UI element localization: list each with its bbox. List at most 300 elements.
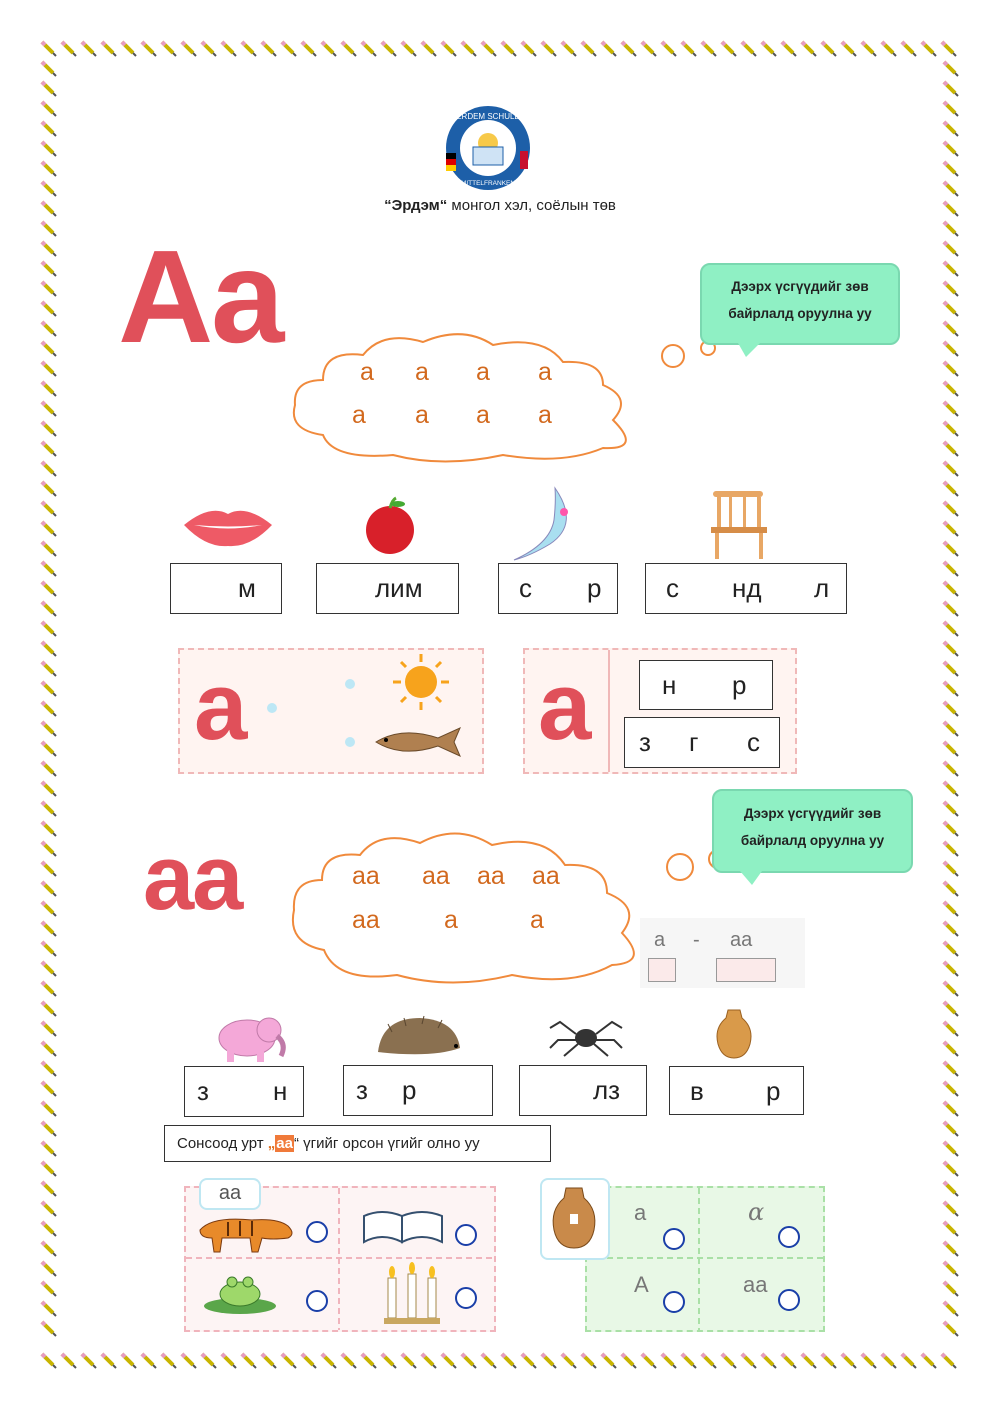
pencil-mark xyxy=(562,1354,576,1368)
chair-icon xyxy=(703,487,775,561)
pencil-mark xyxy=(944,682,958,696)
pencil-mark xyxy=(42,502,56,516)
word-part: р xyxy=(766,1076,781,1106)
pencil-mark xyxy=(944,1022,958,1036)
pencil-mark xyxy=(944,1182,958,1196)
pencil-mark xyxy=(944,622,958,636)
pencil-mark xyxy=(302,1354,316,1368)
pencil-mark xyxy=(62,42,76,56)
pencil-mark xyxy=(944,722,958,736)
pencil-mark xyxy=(922,42,936,56)
grid-divider-h xyxy=(186,1257,494,1259)
pencil-mark xyxy=(382,1354,396,1368)
pencil-mark xyxy=(944,142,958,156)
instruction-bubble-1 xyxy=(700,263,900,345)
pencil-mark xyxy=(842,42,856,56)
pencil-mark xyxy=(182,42,196,56)
pencil-mark xyxy=(42,422,56,436)
word-part: р xyxy=(732,670,747,700)
pencil-mark xyxy=(42,1262,56,1276)
compare-box-right[interactable] xyxy=(716,958,776,982)
pencil-mark xyxy=(722,42,736,56)
pencil-mark xyxy=(944,422,958,436)
cloud2-letter: а xyxy=(444,906,458,934)
pencil-mark xyxy=(944,1262,958,1276)
bubble2-line2: байрлалд оруулна уу xyxy=(740,833,885,848)
pencil-mark xyxy=(944,402,958,416)
pencil-mark xyxy=(282,42,296,56)
pencil-mark xyxy=(82,42,96,56)
pencil-mark xyxy=(762,1354,776,1368)
word-part: р xyxy=(402,1075,417,1105)
panel-divider xyxy=(608,650,610,772)
spider-icon xyxy=(548,1010,624,1064)
pencil-mark xyxy=(944,562,958,576)
pencil-mark xyxy=(42,662,56,676)
cloud1-letter: а xyxy=(476,358,490,386)
grid-letter: аа xyxy=(743,1272,768,1297)
listen-instruction xyxy=(164,1125,551,1162)
moon-icon xyxy=(510,484,585,564)
pencil-mark xyxy=(42,1142,56,1156)
pencil-mark xyxy=(42,282,56,296)
pencil-mark xyxy=(442,1354,456,1368)
pencil-mark xyxy=(622,42,636,56)
pencil-mark xyxy=(944,922,958,936)
cloud1-letter: а xyxy=(538,358,552,386)
grid-divider-v xyxy=(338,1188,340,1330)
pencil-mark xyxy=(944,222,958,236)
pencil-mark xyxy=(42,262,56,276)
pencil-mark xyxy=(82,1354,96,1368)
pencil-mark xyxy=(944,782,958,796)
pencil-mark xyxy=(944,1162,958,1176)
pencil-mark xyxy=(944,162,958,176)
pencil-mark xyxy=(422,42,436,56)
word-part: н xyxy=(273,1076,288,1106)
pencil-mark xyxy=(42,1062,56,1076)
instruction-quote-open: „ xyxy=(267,1135,276,1152)
pencil-mark xyxy=(42,722,56,736)
pencil-mark xyxy=(322,42,336,56)
sun-icon xyxy=(386,652,456,712)
pencil-mark xyxy=(602,1354,616,1368)
pencil-mark xyxy=(662,42,676,56)
word-part: н xyxy=(662,670,677,700)
pencil-mark xyxy=(944,62,958,76)
cloud1-letter: а xyxy=(415,358,429,386)
pencil-mark xyxy=(944,662,958,676)
word-box[interactable] xyxy=(316,563,459,614)
pencil-mark xyxy=(42,1182,56,1196)
pencil-mark xyxy=(944,1082,958,1096)
pencil-mark xyxy=(42,1322,56,1336)
pencil-mark xyxy=(944,502,958,516)
pencil-mark xyxy=(42,942,56,956)
pencil-mark xyxy=(42,642,56,656)
pencil-mark xyxy=(42,342,56,356)
compare-box-left[interactable] xyxy=(648,958,676,982)
pencil-mark xyxy=(702,1354,716,1368)
pencil-mark xyxy=(722,1354,736,1368)
pencil-mark xyxy=(944,322,958,336)
pencil-mark xyxy=(42,522,56,536)
pencil-mark xyxy=(42,1122,56,1136)
grid-label-aa: аа xyxy=(199,1178,261,1210)
pencil-mark xyxy=(944,1242,958,1256)
pencil-mark xyxy=(402,42,416,56)
pencil-mark xyxy=(782,42,796,56)
pencil-mark xyxy=(42,242,56,256)
pencil-mark xyxy=(242,1354,256,1368)
pencil-mark xyxy=(802,42,816,56)
cloud1-letter: а xyxy=(415,401,429,429)
instruction-highlight: аа xyxy=(276,1135,293,1152)
pencil-mark xyxy=(944,1062,958,1076)
pencil-mark xyxy=(944,862,958,876)
pencil-mark xyxy=(42,1222,56,1236)
pencil-mark xyxy=(662,1354,676,1368)
pencil-mark xyxy=(42,1042,56,1056)
pencil-mark xyxy=(42,182,56,196)
pencil-mark xyxy=(422,1354,436,1368)
pencil-mark xyxy=(42,1002,56,1016)
panel-letter-right: а xyxy=(538,653,592,760)
vase-icon xyxy=(548,1184,600,1252)
pencil-mark xyxy=(42,1354,56,1368)
pencil-mark xyxy=(42,322,56,336)
pencil-mark xyxy=(342,42,356,56)
pencil-mark xyxy=(42,1162,56,1176)
pencil-mark xyxy=(944,542,958,556)
pencil-mark xyxy=(322,1354,336,1368)
instruction-bubble-2 xyxy=(712,789,913,873)
pencil-mark xyxy=(944,242,958,256)
pencil-mark xyxy=(944,822,958,836)
pencil-mark xyxy=(42,882,56,896)
big-letter-aa: аа xyxy=(143,827,242,929)
pencil-mark xyxy=(902,42,916,56)
pencil-mark xyxy=(944,1222,958,1236)
word-box[interactable] xyxy=(498,563,618,614)
pencil-mark xyxy=(162,1354,176,1368)
pencil-mark xyxy=(944,902,958,916)
pencil-mark xyxy=(122,1354,136,1368)
center-title-rest: монгол хэл, соёлын төв xyxy=(447,197,616,214)
pencil-mark xyxy=(542,42,556,56)
pencil-mark xyxy=(102,42,116,56)
answer-circle[interactable] xyxy=(306,1290,328,1312)
logo-bottom-text: MITTELFRANKEN xyxy=(460,180,516,187)
word-part: л xyxy=(814,573,830,603)
pencil-mark xyxy=(822,42,836,56)
pencil-mark xyxy=(42,382,56,396)
pencil-mark xyxy=(742,42,756,56)
pencil-mark xyxy=(42,702,56,716)
pencil-mark xyxy=(882,42,896,56)
pencil-mark xyxy=(762,42,776,56)
pencil-mark xyxy=(944,582,958,596)
pencil-mark xyxy=(202,1354,216,1368)
elephant-icon xyxy=(203,1008,289,1064)
answer-circle[interactable] xyxy=(455,1224,477,1246)
pencil-mark xyxy=(502,1354,516,1368)
pencil-mark xyxy=(42,362,56,376)
pencil-mark xyxy=(142,1354,156,1368)
pencil-mark xyxy=(944,442,958,456)
pencil-mark xyxy=(42,962,56,976)
pencil-mark xyxy=(682,1354,696,1368)
answer-circle[interactable] xyxy=(778,1289,800,1311)
frog-icon xyxy=(200,1268,280,1316)
answer-circle[interactable] xyxy=(306,1221,328,1243)
center-title-bold: “Эрдэм“ xyxy=(384,197,448,214)
pencil-mark xyxy=(944,1042,958,1056)
word-part: с xyxy=(519,573,532,603)
pencil-mark xyxy=(944,362,958,376)
pencil-mark xyxy=(42,842,56,856)
pencil-mark xyxy=(582,1354,596,1368)
pencil-mark xyxy=(42,822,56,836)
pencil-mark xyxy=(42,1202,56,1216)
answer-circle[interactable] xyxy=(455,1287,477,1309)
pencil-mark xyxy=(42,122,56,136)
word-part: з xyxy=(197,1076,209,1106)
word-box[interactable] xyxy=(624,717,780,768)
pencil-mark xyxy=(42,602,56,616)
pencil-mark xyxy=(944,522,958,536)
logo-top-text: ERDEM SCHULE xyxy=(456,112,520,121)
pencil-mark xyxy=(944,762,958,776)
pencil-mark xyxy=(382,42,396,56)
pencil-mark xyxy=(902,1354,916,1368)
pencil-mark xyxy=(242,42,256,56)
big-letter-A: Аа xyxy=(118,223,281,370)
bubble-dots-decor xyxy=(260,676,360,756)
pencil-mark xyxy=(642,42,656,56)
pencil-mark xyxy=(944,262,958,276)
pencil-mark xyxy=(462,1354,476,1368)
pencil-mark xyxy=(482,42,496,56)
grid-letter: 𝛼 xyxy=(748,1198,765,1226)
pencil-mark xyxy=(182,1354,196,1368)
word-box[interactable] xyxy=(645,563,847,614)
pencil-mark xyxy=(944,602,958,616)
pencil-mark xyxy=(944,1322,958,1336)
word-box[interactable] xyxy=(519,1065,647,1116)
word-part: нд xyxy=(732,573,762,603)
grid-divider-h xyxy=(587,1257,823,1259)
pencil-mark xyxy=(42,1022,56,1036)
pencil-mark xyxy=(944,842,958,856)
word-part: р xyxy=(587,573,602,603)
pencil-mark xyxy=(944,122,958,136)
pencil-mark xyxy=(842,1354,856,1368)
pencil-mark xyxy=(702,42,716,56)
word-part: г xyxy=(689,727,699,757)
pencil-mark xyxy=(782,1354,796,1368)
pencil-mark xyxy=(42,442,56,456)
pencil-mark xyxy=(942,42,956,56)
word-part: лим xyxy=(375,573,423,603)
pencil-mark xyxy=(402,1354,416,1368)
pencil-mark xyxy=(262,1354,276,1368)
pencil-mark xyxy=(944,1302,958,1316)
pencil-mark xyxy=(362,42,376,56)
pencil-mark xyxy=(42,1302,56,1316)
cloud2-letter: аа xyxy=(477,862,505,890)
pencil-mark xyxy=(944,1122,958,1136)
instruction-post: үгийг орсон үгийг олно уу xyxy=(298,1135,480,1152)
cloud1-letter: а xyxy=(476,401,490,429)
pencil-mark xyxy=(42,462,56,476)
answer-circle[interactable] xyxy=(663,1228,685,1250)
cloud1-letter: а xyxy=(538,401,552,429)
pencil-mark xyxy=(42,402,56,416)
pencil-mark xyxy=(42,622,56,636)
cloud2-letter: аа xyxy=(352,906,380,934)
pencil-mark xyxy=(482,1354,496,1368)
pencil-mark xyxy=(642,1354,656,1368)
pencil-mark xyxy=(262,42,276,56)
bubble1-line1: Дээрх үсгүүдийг зөв xyxy=(731,279,869,294)
pencil-mark xyxy=(42,802,56,816)
pencil-mark xyxy=(602,42,616,56)
grid-letter: а xyxy=(634,1200,647,1225)
pencil-mark xyxy=(42,1082,56,1096)
bubble1-line2: байрлалд оруулна уу xyxy=(728,306,872,321)
pencil-mark xyxy=(944,102,958,116)
pencil-mark xyxy=(202,42,216,56)
pencil-mark xyxy=(42,1102,56,1116)
cloud2-letter: аа xyxy=(532,862,560,890)
cloud1-letter: а xyxy=(352,401,366,429)
pencil-mark xyxy=(222,1354,236,1368)
pencil-mark xyxy=(42,142,56,156)
pencil-mark xyxy=(562,42,576,56)
pencil-mark xyxy=(944,182,958,196)
instruction-quote-close: “ xyxy=(293,1135,299,1152)
pencil-mark xyxy=(42,482,56,496)
pencil-mark xyxy=(162,42,176,56)
pencil-mark xyxy=(944,482,958,496)
pencil-mark xyxy=(42,222,56,236)
pencil-mark xyxy=(742,1354,756,1368)
candles-icon xyxy=(382,1260,442,1328)
word-box[interactable] xyxy=(343,1065,493,1116)
pencil-mark xyxy=(942,1354,956,1368)
bubble2-tail xyxy=(740,871,770,887)
pencil-mark xyxy=(944,702,958,716)
pencil-mark xyxy=(944,1202,958,1216)
compare-left: а xyxy=(654,929,666,951)
pencil-mark xyxy=(442,42,456,56)
pencil-mark xyxy=(944,982,958,996)
pencil-mark xyxy=(42,302,56,316)
pencil-mark xyxy=(302,42,316,56)
book-icon xyxy=(360,1210,446,1250)
pencil-mark xyxy=(682,42,696,56)
pencil-mark xyxy=(42,782,56,796)
pencil-mark xyxy=(42,162,56,176)
pencil-mark xyxy=(944,342,958,356)
pencil-mark xyxy=(944,82,958,96)
pencil-mark xyxy=(42,862,56,876)
apple-icon xyxy=(358,496,422,556)
pencil-mark xyxy=(944,642,958,656)
lips-icon xyxy=(180,500,276,550)
pencil-mark xyxy=(362,1354,376,1368)
pencil-mark xyxy=(42,982,56,996)
word-part: с xyxy=(747,727,760,757)
pencil-mark xyxy=(42,102,56,116)
pencil-mark xyxy=(522,42,536,56)
pencil-mark xyxy=(582,42,596,56)
pencil-mark xyxy=(862,42,876,56)
pencil-mark xyxy=(822,1354,836,1368)
pencil-mark xyxy=(42,62,56,76)
pencil-mark xyxy=(542,1354,556,1368)
pencil-mark xyxy=(122,42,136,56)
pencil-mark xyxy=(944,1102,958,1116)
cloud2-letter: а xyxy=(530,906,544,934)
pencil-mark xyxy=(342,1354,356,1368)
word-part: м xyxy=(238,573,256,603)
pencil-mark xyxy=(42,682,56,696)
cloud2-letter: аа xyxy=(422,862,450,890)
fish-icon xyxy=(372,722,464,762)
vase-icon xyxy=(712,1006,756,1060)
pencil-mark xyxy=(944,382,958,396)
bubble1-tail xyxy=(738,343,768,359)
pencil-mark xyxy=(944,1282,958,1296)
word-part: лз xyxy=(593,1075,621,1105)
pencil-mark xyxy=(944,942,958,956)
pencil-mark xyxy=(222,42,236,56)
answer-circle[interactable] xyxy=(663,1291,685,1313)
word-box[interactable] xyxy=(170,563,282,614)
hedgehog-icon xyxy=(372,1012,464,1062)
word-box[interactable] xyxy=(669,1066,804,1115)
pencil-mark xyxy=(282,1354,296,1368)
pencil-mark xyxy=(462,42,476,56)
pencil-mark xyxy=(102,1354,116,1368)
word-part: в xyxy=(690,1076,704,1106)
answer-circle[interactable] xyxy=(778,1226,800,1248)
thought-cloud-1 xyxy=(283,320,723,465)
word-part: с xyxy=(666,573,679,603)
pencil-mark xyxy=(62,1354,76,1368)
pencil-mark xyxy=(922,1354,936,1368)
pencil-mark xyxy=(42,582,56,596)
pencil-mark xyxy=(862,1354,876,1368)
word-box[interactable] xyxy=(184,1066,304,1117)
pencil-mark xyxy=(802,1354,816,1368)
pencil-mark xyxy=(944,1142,958,1156)
pencil-mark xyxy=(42,82,56,96)
pencil-mark xyxy=(42,762,56,776)
word-box[interactable] xyxy=(639,660,773,710)
pencil-mark xyxy=(42,1242,56,1256)
compare-dash: - xyxy=(693,929,700,951)
pencil-mark xyxy=(502,42,516,56)
compare-right: аа xyxy=(730,929,753,951)
pencil-mark xyxy=(142,42,156,56)
pencil-mark xyxy=(622,1354,636,1368)
pencil-mark xyxy=(42,902,56,916)
bubble2-line1: Дээрх үсгүүдийг зөв xyxy=(743,806,882,821)
cloud1-letter: а xyxy=(360,358,374,386)
